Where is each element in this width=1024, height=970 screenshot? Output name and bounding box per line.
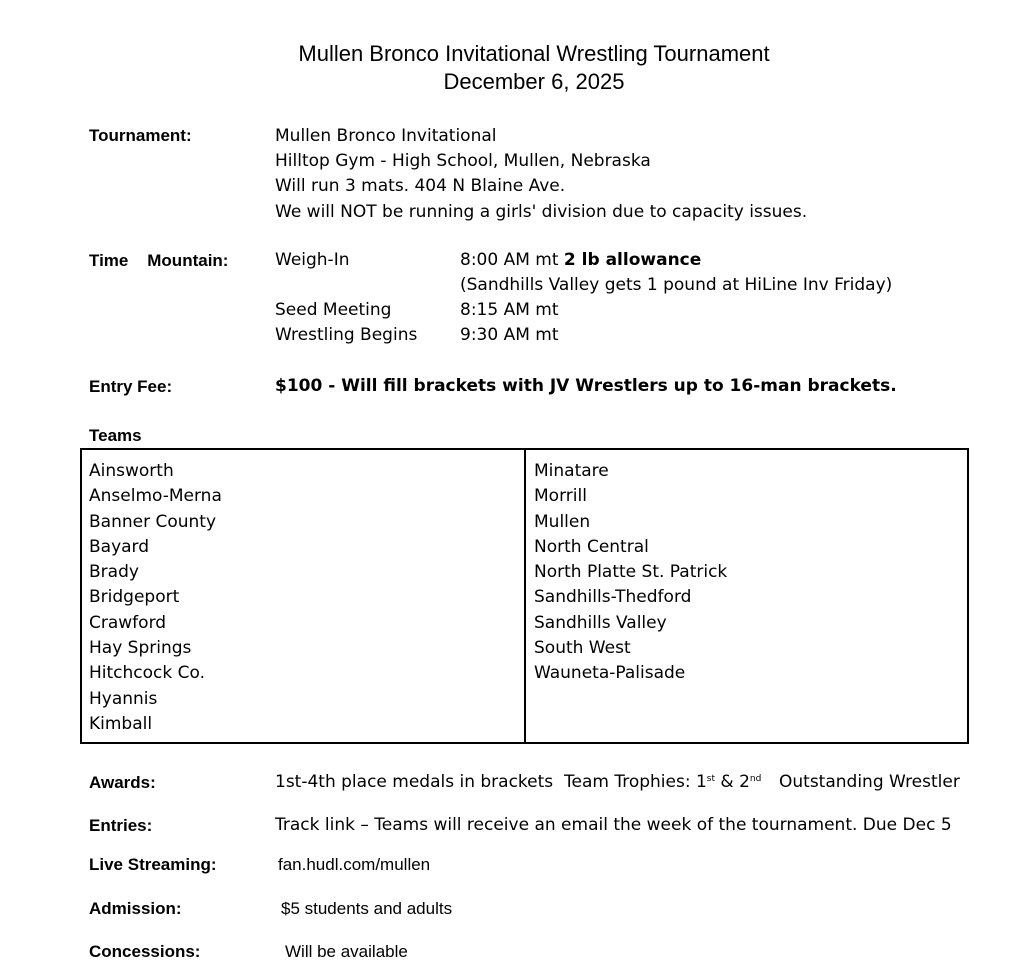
team-item: Hay Springs bbox=[89, 638, 192, 659]
team-item: North Central bbox=[534, 536, 649, 557]
team-item: Brady bbox=[89, 562, 139, 583]
time-label: Time Mountain: bbox=[89, 251, 229, 270]
wrestling-begins-time: 9:30 AM mt bbox=[460, 325, 559, 345]
weigh-in-label: Weigh-In bbox=[275, 250, 350, 270]
tournament-venue: Hilltop Gym - High School, Mullen, Nebraska bbox=[275, 151, 651, 172]
concessions-label: Concessions: bbox=[89, 942, 201, 961]
team-item: Mullen bbox=[534, 511, 591, 532]
entries-value: Track link – Teams will receive an email the week of the tournament. Due Dec 5 bbox=[275, 815, 952, 835]
awards-trophies: Team Trophies: 1st & 2nd bbox=[564, 772, 762, 792]
team-item: Minatare bbox=[534, 461, 609, 481]
team-item: Bridgeport bbox=[89, 587, 180, 608]
wrestling-begins-label: Wrestling Begins bbox=[275, 325, 418, 345]
teams-right-column bbox=[534, 459, 727, 687]
team-item: Hyannis bbox=[89, 688, 158, 709]
team-item: Kimball bbox=[89, 713, 153, 734]
concessions-value: Will be available bbox=[285, 942, 408, 961]
team-item: Bayard bbox=[89, 536, 150, 557]
admission-value: $5 students and adults bbox=[281, 899, 453, 918]
live-streaming-link[interactable]: fan.hudl.com/mullen bbox=[278, 855, 431, 874]
seed-meeting-label: Seed Meeting bbox=[275, 300, 392, 320]
live-streaming-label: Live Streaming: bbox=[89, 855, 217, 874]
team-item: Anselmo-Merna bbox=[89, 486, 222, 507]
weigh-in-time: 8:00 AM mt 2 lb allowance bbox=[460, 250, 702, 270]
allowance-note: (Sandhills Valley gets 1 pound at HiLine Inv Friday) bbox=[460, 275, 893, 295]
tournament-girls-note: We will NOT be running a girls' division due to capacity issues. bbox=[275, 201, 808, 222]
team-item: North Platte St. Patrick bbox=[534, 562, 728, 583]
teams-table-divider bbox=[524, 448, 526, 744]
awards-medals: 1st-4th place medals in brackets bbox=[275, 772, 554, 792]
team-item: Ainsworth bbox=[89, 461, 174, 481]
entry-fee-label: Entry Fee: bbox=[89, 377, 173, 396]
awards-outstanding: Outstanding Wrestler bbox=[779, 772, 960, 792]
teams-left-column bbox=[89, 459, 222, 737]
awards-label: Awards: bbox=[89, 773, 156, 792]
team-item: Wauneta-Palisade bbox=[534, 663, 686, 684]
entry-fee-value: $100 - Will fill brackets with JV Wrestlers up to 16-man brackets. bbox=[275, 376, 897, 396]
team-item: Sandhills-Thedford bbox=[534, 587, 692, 608]
page-title: Mullen Bronco Invitational Wrestling Tournament bbox=[298, 41, 770, 66]
team-item: South West bbox=[534, 638, 631, 659]
tournament-label: Tournament: bbox=[89, 126, 192, 145]
tournament-mats-address: Will run 3 mats. 404 N Blaine Ave. bbox=[275, 176, 566, 197]
teams-label: Teams bbox=[89, 426, 142, 445]
entries-label: Entries: bbox=[89, 816, 153, 835]
team-item: Morrill bbox=[534, 486, 587, 507]
team-item: Banner County bbox=[89, 511, 217, 532]
weight-allowance: 2 lb allowance bbox=[563, 250, 702, 270]
tournament-date: December 6, 2025 bbox=[443, 69, 625, 94]
team-item: Hitchcock Co. bbox=[89, 663, 206, 684]
team-item: Crawford bbox=[89, 612, 167, 633]
team-item: Sandhills Valley bbox=[534, 612, 667, 633]
admission-label: Admission: bbox=[89, 899, 182, 918]
tournament-details bbox=[275, 124, 807, 225]
seed-meeting-time: 8:15 AM mt bbox=[460, 300, 559, 320]
tournament-name: Mullen Bronco Invitational bbox=[275, 126, 497, 146]
